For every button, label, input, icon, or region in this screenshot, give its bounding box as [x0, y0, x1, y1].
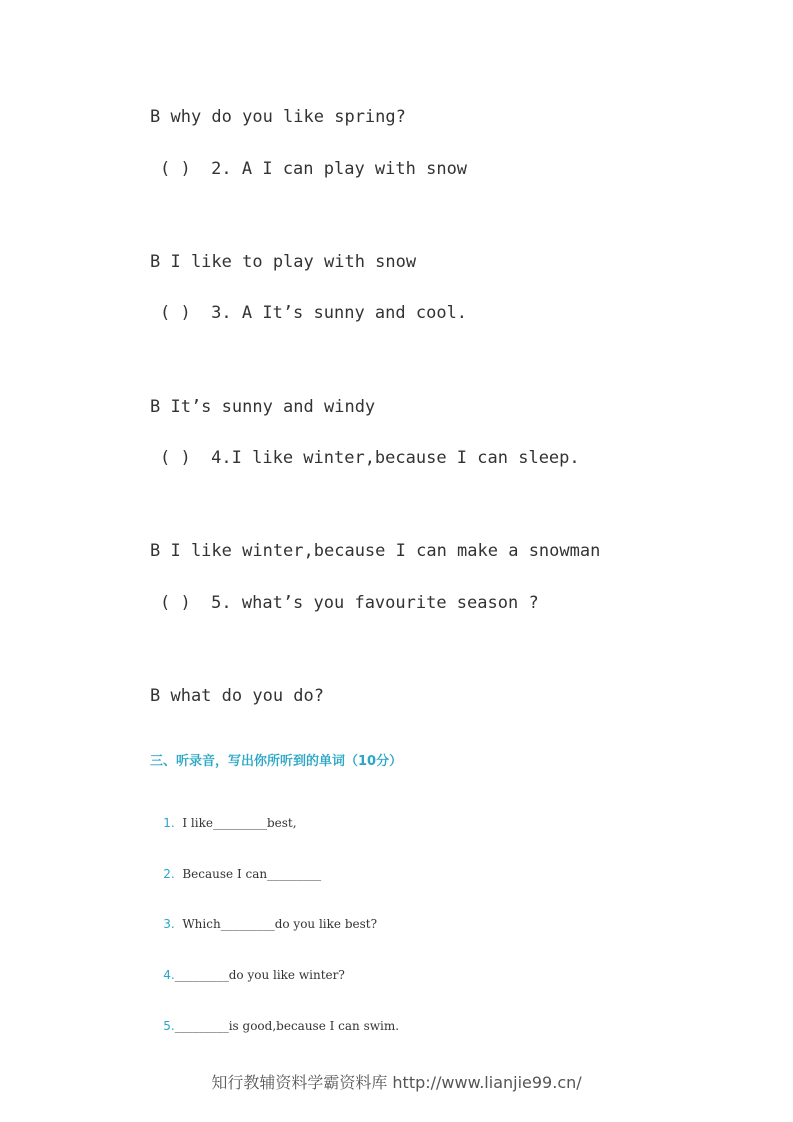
list-item — [148, 1005, 399, 1047]
item-number: 4. — [163, 968, 175, 982]
option-b-line: B I like to play with snow — [150, 252, 417, 272]
item-text: _________is good,because I can swim. — [174, 1019, 400, 1033]
question-line: ( ) 2. A I can play with snow — [160, 159, 468, 179]
list-item — [148, 954, 345, 996]
item-number: 5. — [163, 1019, 175, 1033]
question-line: ( ) 5. what’s you favourite season ? — [160, 593, 539, 613]
item-text: _________do you like winter? — [174, 968, 345, 982]
item-text: Because I can_________ — [174, 867, 322, 881]
item-number: 3. — [163, 917, 175, 931]
item-text: I like_________best, — [174, 816, 297, 830]
list-item — [148, 802, 297, 844]
item-number: 1. — [163, 816, 175, 830]
option-b-line: B I like winter,because I can make a snowman — [150, 541, 601, 561]
question-line: ( ) 4.I like winter,because I can sleep. — [160, 448, 580, 468]
option-b-line: B It’s sunny and windy — [150, 397, 376, 417]
item-text: Which_________do you like best? — [174, 917, 378, 931]
option-b-line: B why do you like spring? — [150, 107, 406, 127]
section-heading: 三、听录音，写出你所听到的单词（10分） — [150, 754, 403, 769]
list-item — [148, 903, 377, 945]
list-item — [148, 853, 321, 895]
footer-watermark: 知行教辅资料学霸资料库 http://www.lianjie99.cn/ — [211, 1073, 582, 1092]
item-number: 2. — [163, 867, 175, 881]
question-line: ( ) 3. A It’s sunny and cool. — [160, 303, 468, 323]
option-b-line: B what do you do? — [150, 686, 324, 706]
